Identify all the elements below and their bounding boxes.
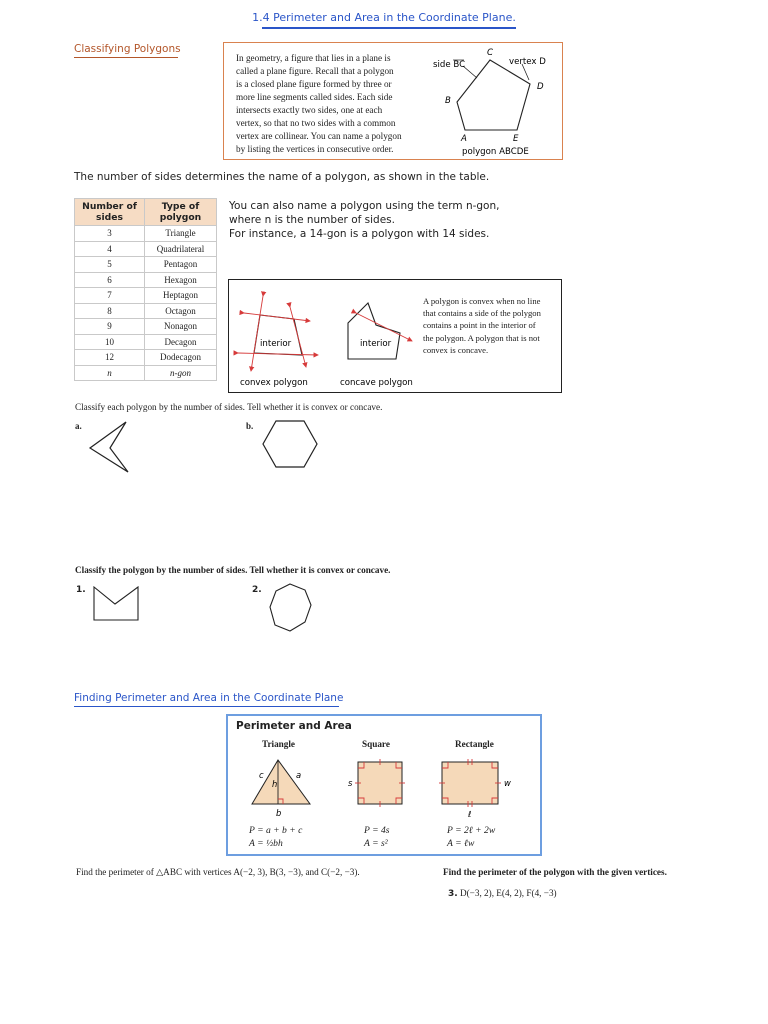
practice-task-number: 3. [448,889,458,899]
table-row [75,226,217,242]
sides-cell: 4 [75,241,145,257]
ngon-note-line: You can also name a polygon using the term n-gon, [229,200,500,212]
section-heading-rule [74,57,178,58]
practice-task-vertices: D(−3, 2), E(4, 2), F(4, −3) [459,888,557,898]
sides-cell: 6 [75,272,145,288]
triangle-shape [252,760,310,804]
vertex-a: A [461,134,467,144]
example-task: Find the perimeter of △ABC with vertices A(−2, 3), B(3, −3), and C(−2, −3). [76,867,360,877]
table-row [75,288,217,304]
practice-shape-1 [92,584,142,624]
page-title: 1.4 Perimeter and Area in the Coordinate Plane. [252,11,516,24]
convexity-definition-line: convex is concave. [423,344,489,355]
table-row [75,303,217,319]
triangle-height-h: h [272,779,278,789]
convexity-definition-line: contains a point in the interior of [423,320,536,331]
finding-heading-rule [74,706,339,707]
definition-line: called a plane figure. Recall that a polygon [236,66,394,76]
convexity-definition [423,295,559,356]
side-bc-label: side BC [433,60,466,70]
concave-interior-label: interior [360,339,392,349]
concave-pentagon-shape [94,587,138,620]
sides-cell: 12 [75,350,145,366]
example-shape-a [84,418,134,476]
vertex-d-label: vertex D [509,57,546,67]
section-heading-classifying: Classifying Polygons [74,43,181,55]
square-shape [358,762,402,804]
square-formulas [364,824,390,850]
triangle-base-b: b [276,808,282,818]
convex-side-line [244,313,310,321]
practice-label-2: 2. [252,585,262,595]
sides-cell: 3 [75,226,145,242]
polygon-cell: Quadrilateral [145,241,217,257]
rectangle-shape [442,762,498,804]
convexity-diagram [230,281,420,391]
perimeter-area-title: Perimeter and Area [236,720,352,732]
sides-cell: 5 [75,257,145,273]
rectangle-formulas [447,824,495,850]
ngon-note [229,199,499,241]
sides-cell: n [75,365,145,381]
vertex-c: C [487,48,494,58]
header-number-of-sides: Number of sides [75,199,145,226]
ngon-note-line: For instance, a 14-gon is a polygon with 14 sides. [229,228,490,240]
polygon-cell: Dodecagon [145,350,217,366]
concave-caption: concave polygon [340,378,413,388]
triangle-formulas [249,824,302,850]
section-heading-finding: Finding Perimeter and Area in the Coordinate Plane [74,692,344,704]
polygon-cell: Hexagon [145,272,217,288]
table-header-row [75,199,217,226]
polygon-definition-text [236,52,424,156]
ngon-note-line: where n is the number of sides. [229,214,395,226]
vertex-d: D [537,82,544,92]
convex-side-line [251,296,263,371]
polygon-cell: Octagon [145,303,217,319]
practice-prompt: Classify the polygon by the number of sides. Tell whether it is convex or concave. [75,565,391,575]
convex-interior-label: interior [260,339,292,349]
example-shape-b [260,418,320,472]
definition-line: by listing the vertices in consecutive order. [236,144,394,154]
triangle-side-c: c [259,770,264,780]
table-row [75,365,217,381]
table-row [75,241,217,257]
title-underline [262,27,516,29]
polygon-cell: Triangle [145,226,217,242]
table-row [75,334,217,350]
triangle-perimeter-formula: P = a + b + c [249,825,303,836]
polygon-names-table [74,198,217,381]
convexity-definition-line: the polygon. A polygon that is not [423,332,540,343]
heptagon-shape [270,584,311,631]
sides-cell: 9 [75,319,145,335]
convex-side-line [290,307,306,367]
side-pointer [463,66,477,78]
practice-task-item [448,888,557,899]
definition-line: vertex, so that no two sides with a common [236,118,396,128]
polygon-cell: n-gon [145,365,217,381]
sides-cell: 8 [75,303,145,319]
example-label-b: b. [246,421,254,431]
definition-line: In geometry, a figure that lies in a plane is [236,53,391,63]
square-side-s: s [348,778,353,788]
square-area-formula: A = s² [364,838,388,849]
rectangle-length-l: ℓ [468,809,472,819]
rectangle-width-w: w [504,778,511,788]
practice-shape-2 [266,581,316,635]
header-type-of-polygon: Type of polygon [145,199,217,226]
table-row [75,350,217,366]
sides-sentence: The number of sides determines the name of a polygon, as shown in the table. [74,171,490,183]
formula-figures [246,754,528,820]
rectangle-area-formula: A = ℓw [447,838,475,849]
square-perimeter-formula: P = 4s [364,825,390,836]
polygon-cell: Nonagon [145,319,217,335]
polygon-cell: Decagon [145,334,217,350]
table-row [75,319,217,335]
vertex-b: B [445,96,451,106]
definition-line: is a closed plane figure formed by three or [236,79,392,89]
column-square: Square [362,739,390,749]
definition-line: more line segments called sides. Each side [236,92,393,102]
definition-line: intersects exactly two sides, one at each [236,105,383,115]
column-rectangle: Rectangle [455,739,494,749]
practice-label-1: 1. [76,585,86,595]
concave-side-line [356,313,412,341]
polygon-caption: polygon ABCDE [462,147,529,157]
table-row [75,257,217,273]
convex-caption: convex polygon [240,378,308,388]
polygon-cell: Pentagon [145,257,217,273]
vertex-e: E [513,134,519,144]
convex-polygon-shape [254,315,302,355]
table-row [75,272,217,288]
practice-task-prompt: Find the perimeter of the polygon with the given vertices. [443,867,667,877]
example-prompt: Classify each polygon by the number of sides. Tell whether it is convex or concave. [75,402,383,412]
rectangle-perimeter-formula: P = 2ℓ + 2w [447,825,496,836]
hexagon-shape [263,421,317,467]
sides-cell: 7 [75,288,145,304]
pentagon-diagram [425,44,561,158]
polygon-cell: Heptagon [145,288,217,304]
convexity-definition-line: that contains a side of the polygon [423,308,541,319]
triangle-side-a: a [296,770,302,780]
sides-cell: 10 [75,334,145,350]
definition-line: vertex are collinear. You can name a polygon [236,131,402,141]
triangle-area-formula: A = ½bh [249,838,283,849]
concave-arrowhead-shape [90,422,128,472]
column-triangle: Triangle [262,739,296,749]
convex-side-line [238,353,318,355]
convexity-definition-line: A polygon is convex when no line [423,296,541,306]
example-label-a: a. [75,421,82,431]
